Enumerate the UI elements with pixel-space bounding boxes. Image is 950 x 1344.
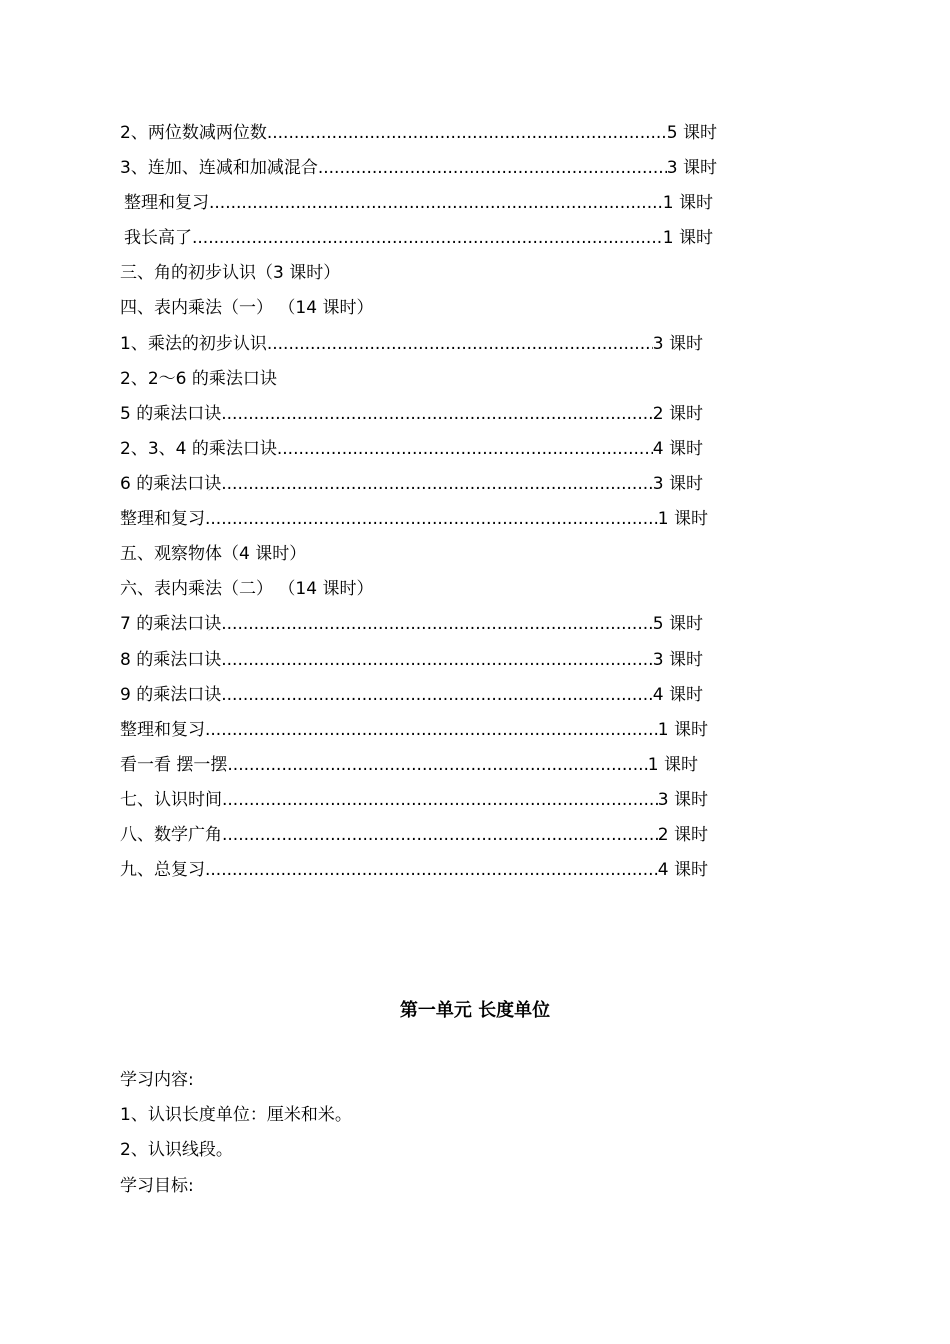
toc-entry-label: 整理和复习 xyxy=(120,720,205,740)
toc-entry-label: 2、两位数减两位数 xyxy=(120,123,267,143)
section-heading: 五、观察物体（4 课时） xyxy=(120,544,307,564)
toc-leader xyxy=(221,613,653,635)
toc-entry-value: 3 课时 xyxy=(657,790,708,810)
toc-entry-label: 3、连加、连减和加减混合 xyxy=(120,158,318,178)
toc-entry-label: 9 的乘法口诀 xyxy=(120,685,222,705)
toc-entry-value: 4 课时 xyxy=(657,860,708,880)
toc-entry xyxy=(120,859,708,881)
toc-entry-value: 5 课时 xyxy=(666,123,717,143)
toc-entry xyxy=(120,403,703,425)
toc-entry-label: 1、乘法的初步认识 xyxy=(120,334,267,354)
toc-entry-label: 我长高了 xyxy=(124,228,192,248)
toc-entry-value: 3 课时 xyxy=(652,650,703,670)
toc-entry xyxy=(120,438,703,460)
toc-entry-value: 5 课时 xyxy=(652,614,703,634)
toc-leader xyxy=(209,192,663,214)
toc-leader xyxy=(205,719,658,741)
toc-entry-label: 8 的乘法口诀 xyxy=(120,650,222,670)
toc-entry xyxy=(120,824,708,846)
section-heading: 三、角的初步认识（3 课时） xyxy=(120,263,341,283)
toc-entry-label: 整理和复习 xyxy=(124,193,209,213)
toc-entry xyxy=(120,157,717,179)
toc-entry-value: 3 课时 xyxy=(652,334,703,354)
toc-leader xyxy=(222,824,658,846)
toc-leader xyxy=(277,438,653,460)
toc-leader xyxy=(318,157,667,179)
subsection-heading: 2、2～6 的乘法口诀 xyxy=(120,369,277,389)
toc-entry-label: 2、3、4 的乘法口诀 xyxy=(120,439,277,459)
toc-entry-label: 5 的乘法口诀 xyxy=(120,404,222,424)
toc-entry xyxy=(120,333,703,355)
toc-entry xyxy=(120,508,708,530)
toc-leader xyxy=(205,859,658,881)
goals-heading: 学习目标: xyxy=(120,1176,194,1196)
toc-entry xyxy=(120,754,698,776)
unit-title: 第一单元 长度单位 xyxy=(399,1000,551,1021)
toc-entry xyxy=(120,613,703,635)
toc-entry xyxy=(120,719,708,741)
toc-entry-value: 4 课时 xyxy=(652,439,703,459)
toc-leader xyxy=(205,508,658,530)
toc-leader xyxy=(221,473,653,495)
section-heading: 四、表内乘法（一） （14 课时） xyxy=(120,298,374,318)
toc-entry xyxy=(120,122,717,144)
content-item: 2、认识线段。 xyxy=(120,1140,233,1160)
toc-entry xyxy=(124,192,713,214)
toc-leader xyxy=(222,789,658,811)
toc-entry-value: 1 课时 xyxy=(662,193,713,213)
toc-entry-label: 八、数学广角 xyxy=(120,825,222,845)
toc-leader xyxy=(267,333,653,355)
toc-entry-label: 整理和复习 xyxy=(120,509,205,529)
toc-leader xyxy=(221,403,653,425)
toc-leader xyxy=(267,122,667,144)
toc-entry-value: 2 课时 xyxy=(657,825,708,845)
toc-entry xyxy=(120,789,708,811)
toc-leader xyxy=(227,754,647,776)
toc-entry-label: 九、总复习 xyxy=(120,860,205,880)
toc-leader xyxy=(221,649,653,671)
toc-entry-label: 七、认识时间 xyxy=(120,790,222,810)
toc-entry xyxy=(124,227,713,249)
section-heading: 六、表内乘法（二） （14 课时） xyxy=(120,579,374,599)
toc-leader xyxy=(221,684,653,706)
toc-entry xyxy=(120,649,703,671)
toc-entry-value: 3 课时 xyxy=(652,474,703,494)
toc-entry xyxy=(120,684,703,706)
toc-entry-value: 1 课时 xyxy=(657,509,708,529)
toc-entry-label: 看一看 摆一摆 xyxy=(120,755,228,775)
toc-entry-value: 2 课时 xyxy=(652,404,703,424)
toc-entry-label: 7 的乘法口诀 xyxy=(120,614,222,634)
content-item: 1、认识长度单位：厘米和米。 xyxy=(120,1105,352,1125)
toc-entry-value: 3 课时 xyxy=(666,158,717,178)
content-heading: 学习内容: xyxy=(120,1070,194,1090)
toc-entry-value: 1 课时 xyxy=(657,720,708,740)
toc-entry-value: 1 课时 xyxy=(647,755,698,775)
toc-entry xyxy=(120,473,703,495)
toc-entry-value: 1 课时 xyxy=(662,228,713,248)
toc-leader xyxy=(192,227,663,249)
toc-entry-value: 4 课时 xyxy=(652,685,703,705)
toc-entry-label: 6 的乘法口诀 xyxy=(120,474,222,494)
